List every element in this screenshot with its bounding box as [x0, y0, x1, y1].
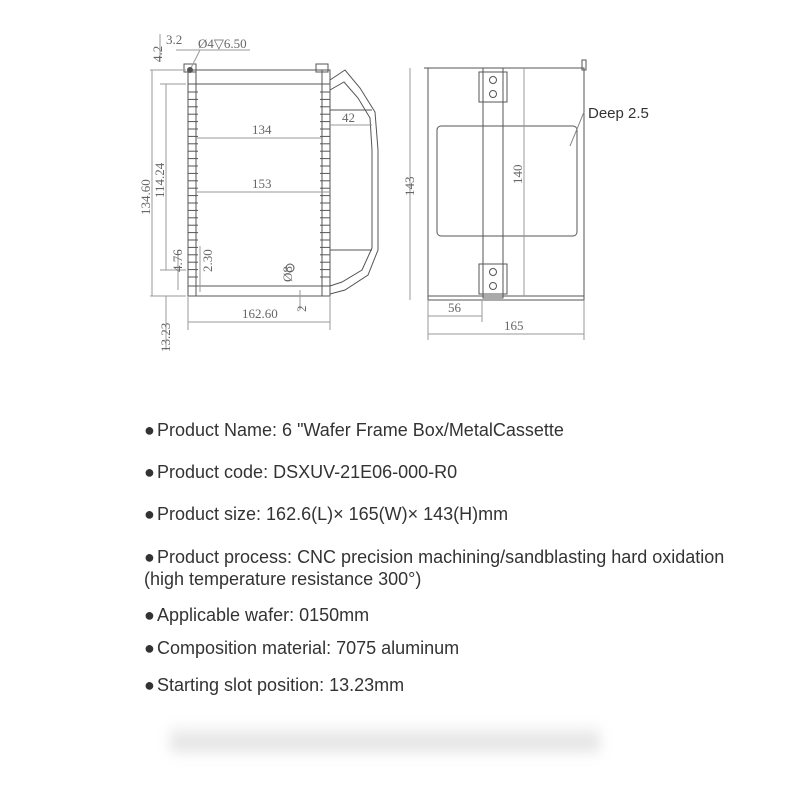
- spec-item: [144, 604, 744, 626]
- spec-item: [144, 637, 744, 659]
- dim-4-76: 4.76: [170, 249, 185, 272]
- bullet-icon: ●: [144, 547, 155, 567]
- dim-165: 165: [504, 318, 524, 333]
- dim-153: 153: [252, 176, 272, 191]
- dim-143: 143: [402, 176, 417, 196]
- spec-text: Product Name: 6 "Wafer Frame Box/MetalCassette: [157, 420, 564, 440]
- spec-item: [144, 461, 744, 483]
- spec-text: Starting slot position: 13.23mm: [157, 675, 405, 695]
- dim-162-60: 162.60: [242, 306, 278, 321]
- bullet-icon: ●: [144, 675, 155, 695]
- bullet-icon: ●: [144, 504, 155, 524]
- recess-window: [437, 126, 577, 236]
- spec-text: Product code: DSXUV-21E06-000-R0: [157, 462, 458, 482]
- product-shadow: [170, 722, 600, 758]
- dim-42: 42: [342, 110, 355, 125]
- spec-text: Applicable wafer: 0150mm: [157, 605, 370, 625]
- bullet-icon: ●: [144, 420, 155, 440]
- dim-8: Ø8: [280, 266, 295, 282]
- dim-140: 140: [510, 164, 525, 184]
- spec-text: Composition material: 7075 aluminum: [157, 638, 460, 658]
- spec-item: [144, 546, 744, 590]
- handle-outline: [330, 70, 378, 294]
- technical-drawing: [0, 0, 800, 370]
- dim-top-left: 4.2: [150, 45, 165, 62]
- dim-hole: Ø4▽6.50: [198, 36, 247, 51]
- dim-134: 134: [252, 122, 272, 137]
- deep-label: Deep 2.5: [588, 105, 649, 122]
- spec-text: Product size: 162.6(L)× 165(W)× 143(H)mm: [157, 504, 509, 524]
- side-view-body: [428, 68, 584, 300]
- bullet-icon: ●: [144, 638, 155, 658]
- dim-134-60: 134.60: [138, 179, 153, 215]
- dim-2-30: 2.30: [200, 249, 215, 272]
- dim-56: 56: [448, 300, 461, 315]
- bullet-icon: ●: [144, 605, 155, 625]
- dim-114-24: 114.24: [152, 162, 167, 198]
- spec-item: [144, 503, 744, 525]
- spec-item: [144, 674, 744, 696]
- bullet-icon: ●: [144, 462, 155, 482]
- spec-item: [144, 419, 744, 441]
- dim-13-23: 13.23: [158, 322, 173, 352]
- spec-text: Product process: CNC precision machining/sandblasting hard oxidation (high temperature resistance 300°): [144, 547, 725, 589]
- dim-2: 2: [294, 305, 309, 312]
- dim-top-small: 3.2: [166, 32, 183, 47]
